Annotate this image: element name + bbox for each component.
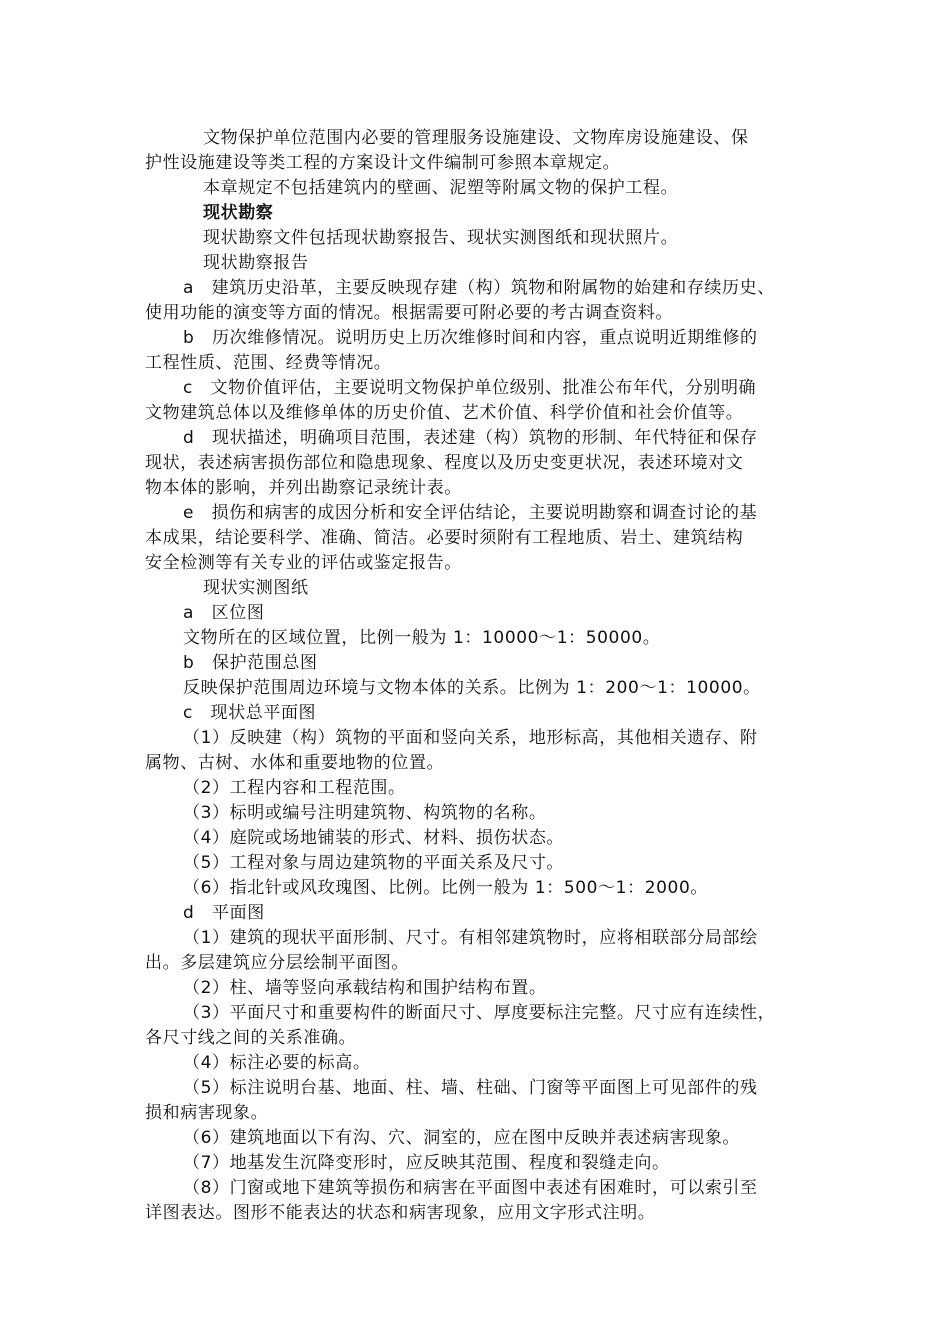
paragraph-line: 工程性质、范围、经费等情况。 [145, 353, 392, 373]
paragraph-line: 各尺寸线之间的关系准确。 [145, 1028, 357, 1048]
item-heading: d 平面图 [183, 903, 265, 923]
paragraph-line: （4）庭院或场地铺装的形式、材料、损伤状态。 [183, 828, 565, 848]
paragraph-line: 反映保护范围周边环境与文物本体的关系。比例为 1：200～1：10000。 [183, 678, 761, 698]
paragraph-line: c 文物价值评估，主要说明文物保护单位级别、批准公布年代，分别明确 [183, 378, 757, 398]
item-heading: c 现状总平面图 [183, 703, 317, 723]
paragraph-line: （5）标注说明台基、地面、柱、墙、柱础、门窗等平面图上可见部件的残 [183, 1078, 758, 1098]
section-heading: 现状勘察 [203, 203, 274, 223]
paragraph-line: 安全检测等有关专业的评估或鉴定报告。 [145, 553, 462, 573]
paragraph-line: （5）工程对象与周边建筑物的平面关系及尺寸。 [183, 853, 565, 873]
paragraph-line: （3）标明或编号注明建筑物、构筑物的名称。 [183, 803, 547, 823]
paragraph-line: （2）工程内容和工程范围。 [183, 778, 406, 798]
paragraph-line: e 损伤和病害的成因分析和安全评估结论，主要说明勘察和调查讨论的基 [183, 503, 758, 523]
paragraph-line: a 建筑历史沿革，主要反映现存建（构）筑物和附属物的始建和存续历史、 [183, 278, 775, 298]
paragraph-line: 文物所在的区域位置，比例一般为 1：10000～1：50000。 [183, 628, 661, 648]
paragraph-line: b 历次维修情况。说明历史上历次维修时间和内容，重点说明近期维修的 [183, 328, 758, 348]
paragraph-line: （2）柱、墙等竖向承载结构和围护结构布置。 [183, 978, 547, 998]
paragraph-line: （6）建筑地面以下有沟、穴、洞室的，应在图中反映并表述病害现象。 [183, 1128, 741, 1148]
paragraph-line: （1）反映建（构）筑物的平面和竖向关系，地形标高，其他相关遗存、附 [183, 728, 758, 748]
paragraph-line: 文物建筑总体以及维修单体的历史价值、艺术价值、科学价值和社会价值等。 [145, 403, 744, 423]
paragraph-line: 损和病害现象。 [145, 1103, 269, 1123]
paragraph-line: 出。多层建筑应分层绘制平面图。 [145, 953, 409, 973]
item-heading: a 区位图 [183, 603, 265, 623]
paragraph-line: 护性设施建设等类工程的方案设计文件编制可参照本章规定。 [145, 153, 621, 173]
paragraph-line: 现状，表述病害损伤部位和隐患现象、程度以及历史变更状况，表述环境对文 [145, 453, 744, 473]
paragraph-line: （8）门窗或地下建筑等损伤和病害在平面图中表述有困难时，可以索引至 [183, 1178, 758, 1198]
paragraph-line: （1）建筑的现状平面形制、尺寸。有相邻建筑物时，应将相联部分局部绘 [183, 928, 758, 948]
paragraph-line: 物本体的影响，并列出勘察记录统计表。 [145, 478, 462, 498]
subsection-heading: 现状实测图纸 [203, 578, 309, 598]
paragraph-line: 属物、古树、水体和重要地物的位置。 [145, 753, 445, 773]
paragraph-line: （7）地基发生沉降变形时，应反映其范围、程度和裂缝走向。 [183, 1153, 670, 1173]
subsection-heading: 现状勘察报告 [203, 253, 309, 273]
paragraph-line: （6）指北针或风玫瑰图、比例。比例一般为 1：500～1：2000。 [183, 878, 708, 898]
paragraph-line: 详图表达。图形不能表达的状态和病害现象，应用文字形式注明。 [145, 1203, 656, 1223]
paragraph-line: 使用功能的演变等方面的情况。根据需要可附必要的考古调查资料。 [145, 303, 673, 323]
paragraph-line: d 现状描述，明确项目范围，表述建（构）筑物的形制、年代特征和保存 [183, 428, 758, 448]
item-heading: b 保护范围总图 [183, 653, 318, 673]
paragraph-line: 文物保护单位范围内必要的管理服务设施建设、文物库房设施建设、保 [203, 128, 749, 148]
paragraph-line: 现状勘察文件包括现状勘察报告、现状实测图纸和现状照片。 [203, 228, 679, 248]
paragraph-line: 本成果，结论要科学、准确、简洁。必要时须附有工程地质、岩土、建筑结构 [145, 528, 744, 548]
paragraph-line: 本章规定不包括建筑内的壁画、泥塑等附属文物的保护工程。 [203, 178, 679, 198]
paragraph-line: （4）标注必要的标高。 [183, 1053, 371, 1073]
paragraph-line: （3）平面尺寸和重要构件的断面尺寸、厚度要标注完整。尺寸应有连续性， [183, 1003, 776, 1023]
